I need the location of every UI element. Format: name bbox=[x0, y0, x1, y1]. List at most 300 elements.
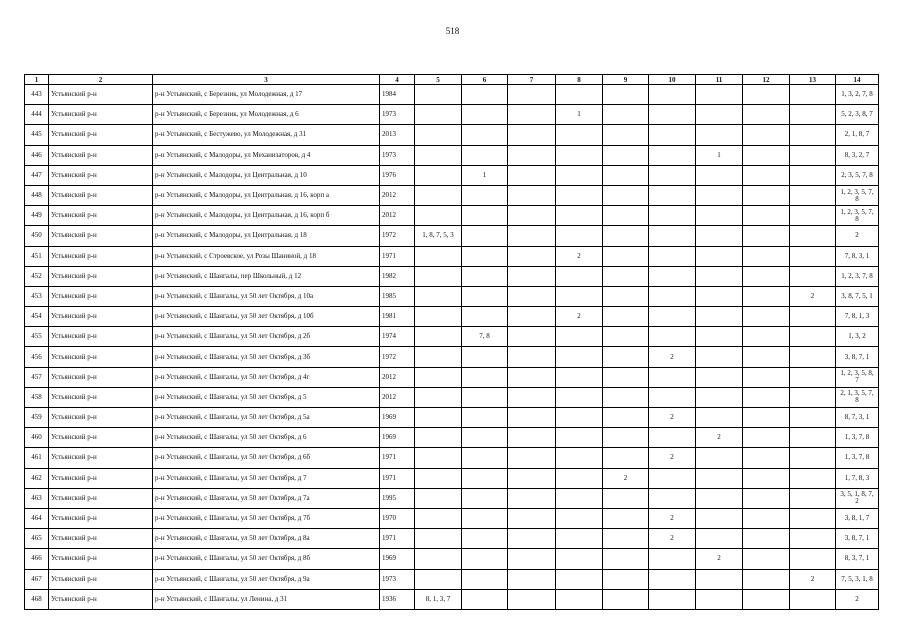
table-row bbox=[25, 206, 879, 226]
col12-cell bbox=[743, 165, 790, 185]
column-header: 9 bbox=[603, 75, 649, 85]
col8-cell bbox=[556, 549, 603, 569]
col13-cell bbox=[790, 185, 836, 205]
col10-cell bbox=[649, 589, 696, 609]
table-row bbox=[25, 145, 879, 165]
col13-cell bbox=[790, 387, 836, 407]
col10-cell: 2 bbox=[649, 448, 696, 468]
address-cell: р-н Устьянский, с Шангалы, ул 50 лет Октября, д 8а bbox=[153, 529, 380, 549]
col9-cell bbox=[603, 347, 649, 367]
col10-cell bbox=[649, 387, 696, 407]
district-cell: Устьянский р-н bbox=[49, 347, 153, 367]
col13-cell bbox=[790, 408, 836, 428]
col9-cell bbox=[603, 246, 649, 266]
col9-cell bbox=[603, 529, 649, 549]
col9-cell bbox=[603, 286, 649, 306]
row-number-cell: 455 bbox=[25, 327, 49, 347]
district-cell: Устьянский р-н bbox=[49, 286, 153, 306]
address-cell: р-н Устьянский, с Строевское, ул Розы Шаниной, д 18 bbox=[153, 246, 380, 266]
col13-cell bbox=[790, 488, 836, 508]
col9-cell bbox=[603, 488, 649, 508]
col6-cell bbox=[462, 307, 508, 327]
col9-cell bbox=[603, 105, 649, 125]
col7-cell bbox=[508, 569, 556, 589]
year-cell: 2012 bbox=[380, 367, 415, 387]
column-header: 8 bbox=[556, 75, 603, 85]
col8-cell: 1 bbox=[556, 105, 603, 125]
year-cell: 2012 bbox=[380, 387, 415, 407]
row-number-cell: 457 bbox=[25, 367, 49, 387]
district-cell: Устьянский р-н bbox=[49, 488, 153, 508]
row-number-cell: 462 bbox=[25, 468, 49, 488]
year-cell: 1981 bbox=[380, 307, 415, 327]
col13-cell bbox=[790, 468, 836, 488]
col13-cell bbox=[790, 327, 836, 347]
col6-cell bbox=[462, 529, 508, 549]
col14-cell: 7, 8, 3, 1 bbox=[836, 246, 879, 266]
table-row bbox=[25, 387, 879, 407]
row-number-cell: 456 bbox=[25, 347, 49, 367]
col8-cell bbox=[556, 488, 603, 508]
col5-cell bbox=[415, 105, 462, 125]
year-cell: 1973 bbox=[380, 145, 415, 165]
col5-cell bbox=[415, 508, 462, 528]
address-cell: р-н Устьянский, с Шангалы, ул 50 лет Октября, д 8б bbox=[153, 549, 380, 569]
col5-cell bbox=[415, 549, 462, 569]
col12-cell bbox=[743, 468, 790, 488]
col6-cell bbox=[462, 145, 508, 165]
col14-cell: 3, 5, 1, 8, 7, 2 bbox=[836, 488, 879, 508]
year-cell: 1985 bbox=[380, 286, 415, 306]
col5-cell bbox=[415, 448, 462, 468]
col14-cell: 2 bbox=[836, 226, 879, 246]
col9-cell bbox=[603, 165, 649, 185]
col6-cell bbox=[462, 367, 508, 387]
row-number-cell: 461 bbox=[25, 448, 49, 468]
table-row bbox=[25, 307, 879, 327]
col10-cell bbox=[649, 85, 696, 105]
year-cell: 2012 bbox=[380, 185, 415, 205]
column-header: 12 bbox=[743, 75, 790, 85]
col10-cell bbox=[649, 327, 696, 347]
col13-cell bbox=[790, 529, 836, 549]
year-cell: 1973 bbox=[380, 105, 415, 125]
district-cell: Устьянский р-н bbox=[49, 125, 153, 145]
col5-cell bbox=[415, 145, 462, 165]
col14-cell: 8, 7, 3, 1 bbox=[836, 408, 879, 428]
col11-cell bbox=[696, 226, 743, 246]
col9-cell bbox=[603, 589, 649, 609]
col8-cell bbox=[556, 85, 603, 105]
address-cell: р-н Устьянский, с Шангалы, ул 50 лет Октября, д 6б bbox=[153, 448, 380, 468]
year-cell: 2013 bbox=[380, 125, 415, 145]
table-row bbox=[25, 428, 879, 448]
col10-cell bbox=[649, 488, 696, 508]
col11-cell: 2 bbox=[696, 428, 743, 448]
col11-cell bbox=[696, 246, 743, 266]
col13-cell bbox=[790, 508, 836, 528]
column-header: 11 bbox=[696, 75, 743, 85]
address-cell: р-н Устьянский, с Шангалы, ул 50 лет Октября, д 5а bbox=[153, 408, 380, 428]
col12-cell bbox=[743, 286, 790, 306]
col8-cell bbox=[556, 468, 603, 488]
col5-cell: 1, 8, 7, 5, 3 bbox=[415, 226, 462, 246]
col5-cell bbox=[415, 85, 462, 105]
col7-cell bbox=[508, 185, 556, 205]
row-number-cell: 465 bbox=[25, 529, 49, 549]
col10-cell bbox=[649, 105, 696, 125]
row-number-cell: 447 bbox=[25, 165, 49, 185]
year-cell: 1971 bbox=[380, 448, 415, 468]
year-cell: 1971 bbox=[380, 246, 415, 266]
col5-cell bbox=[415, 529, 462, 549]
col5-cell bbox=[415, 125, 462, 145]
col10-cell bbox=[649, 307, 696, 327]
col11-cell bbox=[696, 286, 743, 306]
row-number-cell: 445 bbox=[25, 125, 49, 145]
col14-cell: 3, 8, 1, 7 bbox=[836, 508, 879, 528]
col6-cell bbox=[462, 226, 508, 246]
address-cell: р-н Устьянский, с Шангалы, ул 50 лет Октября, д 7 bbox=[153, 468, 380, 488]
col13-cell bbox=[790, 145, 836, 165]
col12-cell bbox=[743, 589, 790, 609]
col14-cell: 2, 3, 5, 7, 8 bbox=[836, 165, 879, 185]
col13-cell bbox=[790, 206, 836, 226]
col7-cell bbox=[508, 226, 556, 246]
col14-cell: 1, 2, 3, 5, 7, 8 bbox=[836, 185, 879, 205]
col5-cell bbox=[415, 185, 462, 205]
year-cell: 1971 bbox=[380, 468, 415, 488]
col11-cell bbox=[696, 327, 743, 347]
row-number-cell: 448 bbox=[25, 185, 49, 205]
col9-cell bbox=[603, 125, 649, 145]
district-cell: Устьянский р-н bbox=[49, 145, 153, 165]
district-cell: Устьянский р-н bbox=[49, 529, 153, 549]
district-cell: Устьянский р-н bbox=[49, 508, 153, 528]
col5-cell bbox=[415, 488, 462, 508]
col14-cell: 1, 2, 3, 7, 8 bbox=[836, 266, 879, 286]
address-cell: р-н Устьянский, с Шангалы, ул 50 лет Октября, д 7б bbox=[153, 508, 380, 528]
address-cell: р-н Устьянский, с Шангалы, ул 50 лет Октября, д 9а bbox=[153, 569, 380, 589]
col6-cell bbox=[462, 488, 508, 508]
col11-cell bbox=[696, 448, 743, 468]
col8-cell bbox=[556, 347, 603, 367]
year-cell: 1973 bbox=[380, 569, 415, 589]
district-cell: Устьянский р-н bbox=[49, 105, 153, 125]
col14-cell: 8, 3, 2, 7 bbox=[836, 145, 879, 165]
col5-cell bbox=[415, 327, 462, 347]
col5-cell bbox=[415, 428, 462, 448]
col10-cell bbox=[649, 549, 696, 569]
col6-cell bbox=[462, 569, 508, 589]
col12-cell bbox=[743, 185, 790, 205]
address-cell: р-н Устьянский, с Шангалы, ул 50 лет Октября, д 10а bbox=[153, 286, 380, 306]
col5-cell bbox=[415, 367, 462, 387]
table-row bbox=[25, 549, 879, 569]
col6-cell bbox=[462, 246, 508, 266]
district-cell: Устьянский р-н bbox=[49, 428, 153, 448]
col6-cell bbox=[462, 428, 508, 448]
row-number-cell: 443 bbox=[25, 85, 49, 105]
col10-cell bbox=[649, 125, 696, 145]
column-header: 3 bbox=[153, 75, 380, 85]
col7-cell bbox=[508, 428, 556, 448]
col10-cell: 2 bbox=[649, 508, 696, 528]
row-number-cell: 468 bbox=[25, 589, 49, 609]
table-row bbox=[25, 408, 879, 428]
col12-cell bbox=[743, 307, 790, 327]
table-row bbox=[25, 185, 879, 205]
col10-cell bbox=[649, 266, 696, 286]
row-number-cell: 466 bbox=[25, 549, 49, 569]
col7-cell bbox=[508, 387, 556, 407]
col7-cell bbox=[508, 488, 556, 508]
col8-cell bbox=[556, 408, 603, 428]
address-cell: р-н Устьянский, с Малодоры, ул Центральная, д 18 bbox=[153, 226, 380, 246]
col9-cell bbox=[603, 549, 649, 569]
col11-cell bbox=[696, 387, 743, 407]
col6-cell bbox=[462, 286, 508, 306]
col11-cell: 1 bbox=[696, 145, 743, 165]
column-header: 4 bbox=[380, 75, 415, 85]
col7-cell bbox=[508, 468, 556, 488]
col11-cell bbox=[696, 589, 743, 609]
district-cell: Устьянский р-н bbox=[49, 185, 153, 205]
col10-cell: 2 bbox=[649, 347, 696, 367]
col14-cell: 1, 2, 3, 5, 7, 8 bbox=[836, 206, 879, 226]
col11-cell bbox=[696, 468, 743, 488]
table-row bbox=[25, 468, 879, 488]
col7-cell bbox=[508, 549, 556, 569]
col9-cell bbox=[603, 145, 649, 165]
row-number-cell: 460 bbox=[25, 428, 49, 448]
col12-cell bbox=[743, 408, 790, 428]
district-cell: Устьянский р-н bbox=[49, 549, 153, 569]
col5-cell bbox=[415, 165, 462, 185]
col13-cell bbox=[790, 347, 836, 367]
col8-cell bbox=[556, 165, 603, 185]
table-row bbox=[25, 327, 879, 347]
col6-cell bbox=[462, 508, 508, 528]
col13-cell bbox=[790, 125, 836, 145]
col14-cell: 1, 3, 7, 8 bbox=[836, 448, 879, 468]
col12-cell bbox=[743, 105, 790, 125]
col13-cell: 2 bbox=[790, 569, 836, 589]
col6-cell: 7, 8 bbox=[462, 327, 508, 347]
table-row bbox=[25, 508, 879, 528]
register-table bbox=[24, 74, 879, 610]
col5-cell bbox=[415, 206, 462, 226]
header-row bbox=[25, 75, 879, 85]
col9-cell bbox=[603, 408, 649, 428]
district-cell: Устьянский р-н bbox=[49, 85, 153, 105]
col8-cell bbox=[556, 589, 603, 609]
col7-cell bbox=[508, 529, 556, 549]
col10-cell bbox=[649, 367, 696, 387]
col7-cell bbox=[508, 408, 556, 428]
table-row bbox=[25, 589, 879, 609]
col13-cell bbox=[790, 85, 836, 105]
col10-cell bbox=[649, 206, 696, 226]
col8-cell: 2 bbox=[556, 307, 603, 327]
col6-cell bbox=[462, 185, 508, 205]
col13-cell bbox=[790, 367, 836, 387]
col6-cell bbox=[462, 125, 508, 145]
district-cell: Устьянский р-н bbox=[49, 387, 153, 407]
col7-cell bbox=[508, 307, 556, 327]
table-row bbox=[25, 367, 879, 387]
col5-cell bbox=[415, 408, 462, 428]
row-number-cell: 463 bbox=[25, 488, 49, 508]
table-row bbox=[25, 529, 879, 549]
year-cell: 1976 bbox=[380, 165, 415, 185]
col6-cell bbox=[462, 468, 508, 488]
col13-cell: 2 bbox=[790, 286, 836, 306]
table-row bbox=[25, 246, 879, 266]
col7-cell bbox=[508, 327, 556, 347]
col7-cell bbox=[508, 105, 556, 125]
address-cell: р-н Устьянский, с Шангалы, ул 50 лет Октября, д 6 bbox=[153, 428, 380, 448]
col10-cell bbox=[649, 286, 696, 306]
col10-cell bbox=[649, 185, 696, 205]
col6-cell bbox=[462, 387, 508, 407]
col12-cell bbox=[743, 266, 790, 286]
district-cell: Устьянский р-н bbox=[49, 589, 153, 609]
table-row bbox=[25, 85, 879, 105]
col11-cell bbox=[696, 508, 743, 528]
row-number-cell: 458 bbox=[25, 387, 49, 407]
col11-cell bbox=[696, 347, 743, 367]
col12-cell bbox=[743, 145, 790, 165]
year-cell: 1969 bbox=[380, 549, 415, 569]
column-header: 7 bbox=[508, 75, 556, 85]
year-cell: 1995 bbox=[380, 488, 415, 508]
col14-cell: 3, 8, 7, 5, 1 bbox=[836, 286, 879, 306]
address-cell: р-н Устьянский, с Малодоры, ул Центральная, д 16, корп б bbox=[153, 206, 380, 226]
address-cell: р-н Устьянский, с Шангалы, ул 50 лет Октября, д 10б bbox=[153, 307, 380, 327]
year-cell: 1984 bbox=[380, 85, 415, 105]
col6-cell bbox=[462, 448, 508, 468]
col11-cell bbox=[696, 206, 743, 226]
col12-cell bbox=[743, 508, 790, 528]
col11-cell bbox=[696, 569, 743, 589]
col9-cell bbox=[603, 387, 649, 407]
col12-cell bbox=[743, 428, 790, 448]
district-cell: Устьянский р-н bbox=[49, 408, 153, 428]
col7-cell bbox=[508, 448, 556, 468]
col8-cell bbox=[556, 367, 603, 387]
col14-cell: 1, 3, 2, 7, 8 bbox=[836, 85, 879, 105]
district-cell: Устьянский р-н bbox=[49, 266, 153, 286]
col14-cell: 7, 8, 1, 3 bbox=[836, 307, 879, 327]
col12-cell bbox=[743, 125, 790, 145]
row-number-cell: 446 bbox=[25, 145, 49, 165]
col7-cell bbox=[508, 85, 556, 105]
address-cell: р-н Устьянский, с Бестужево, ул Молодежная, д 31 bbox=[153, 125, 380, 145]
year-cell: 1974 bbox=[380, 327, 415, 347]
col12-cell bbox=[743, 569, 790, 589]
col14-cell: 8, 3, 7, 1 bbox=[836, 549, 879, 569]
col8-cell bbox=[556, 286, 603, 306]
col11-cell bbox=[696, 125, 743, 145]
col11-cell bbox=[696, 307, 743, 327]
col7-cell bbox=[508, 246, 556, 266]
district-cell: Устьянский р-н bbox=[49, 468, 153, 488]
col14-cell: 2 bbox=[836, 589, 879, 609]
col10-cell bbox=[649, 226, 696, 246]
address-cell: р-н Устьянский, с Шангалы, ул 50 лет Октября, д 7а bbox=[153, 488, 380, 508]
col5-cell bbox=[415, 266, 462, 286]
table-row bbox=[25, 569, 879, 589]
col13-cell bbox=[790, 307, 836, 327]
col12-cell bbox=[743, 387, 790, 407]
col11-cell bbox=[696, 266, 743, 286]
col12-cell bbox=[743, 347, 790, 367]
district-cell: Устьянский р-н bbox=[49, 448, 153, 468]
address-cell: р-н Устьянский, с Шангалы, ул 50 лет Октября, д 2б bbox=[153, 327, 380, 347]
col8-cell bbox=[556, 508, 603, 528]
col8-cell bbox=[556, 125, 603, 145]
col14-cell: 2, 1, 8, 7 bbox=[836, 125, 879, 145]
col14-cell: 5, 2, 3, 8, 7 bbox=[836, 105, 879, 125]
col9-cell bbox=[603, 367, 649, 387]
column-header: 6 bbox=[462, 75, 508, 85]
row-number-cell: 450 bbox=[25, 226, 49, 246]
col10-cell bbox=[649, 246, 696, 266]
year-cell: 1972 bbox=[380, 347, 415, 367]
col6-cell: 1 bbox=[462, 165, 508, 185]
table-row bbox=[25, 286, 879, 306]
col9-cell bbox=[603, 226, 649, 246]
col9-cell bbox=[603, 266, 649, 286]
col7-cell bbox=[508, 206, 556, 226]
address-cell: р-н Устьянский, с Березник, ул Молодежная, д 6 bbox=[153, 105, 380, 125]
row-number-cell: 449 bbox=[25, 206, 49, 226]
row-number-cell: 454 bbox=[25, 307, 49, 327]
table-row bbox=[25, 266, 879, 286]
col14-cell: 1, 7, 8, 3 bbox=[836, 468, 879, 488]
table-row bbox=[25, 125, 879, 145]
col13-cell bbox=[790, 266, 836, 286]
column-header: 10 bbox=[649, 75, 696, 85]
col7-cell bbox=[508, 367, 556, 387]
year-cell: 2012 bbox=[380, 206, 415, 226]
col5-cell bbox=[415, 246, 462, 266]
col12-cell bbox=[743, 549, 790, 569]
column-header: 5 bbox=[415, 75, 462, 85]
col13-cell bbox=[790, 448, 836, 468]
col6-cell bbox=[462, 105, 508, 125]
col10-cell bbox=[649, 165, 696, 185]
col9-cell bbox=[603, 185, 649, 205]
col7-cell bbox=[508, 266, 556, 286]
col6-cell bbox=[462, 549, 508, 569]
district-cell: Устьянский р-н bbox=[49, 367, 153, 387]
col13-cell bbox=[790, 589, 836, 609]
col11-cell bbox=[696, 105, 743, 125]
col6-cell bbox=[462, 408, 508, 428]
col9-cell bbox=[603, 307, 649, 327]
col14-cell: 1, 3, 7, 8 bbox=[836, 428, 879, 448]
address-cell: р-н Устьянский, с Шангалы, ул 50 лет Октября, д 4г bbox=[153, 367, 380, 387]
row-number-cell: 464 bbox=[25, 508, 49, 528]
col9-cell bbox=[603, 206, 649, 226]
col8-cell bbox=[556, 428, 603, 448]
col10-cell: 2 bbox=[649, 408, 696, 428]
col7-cell bbox=[508, 286, 556, 306]
address-cell: р-н Устьянский, с Малодоры, ул Центральная, д 16, корп а bbox=[153, 185, 380, 205]
col8-cell bbox=[556, 569, 603, 589]
